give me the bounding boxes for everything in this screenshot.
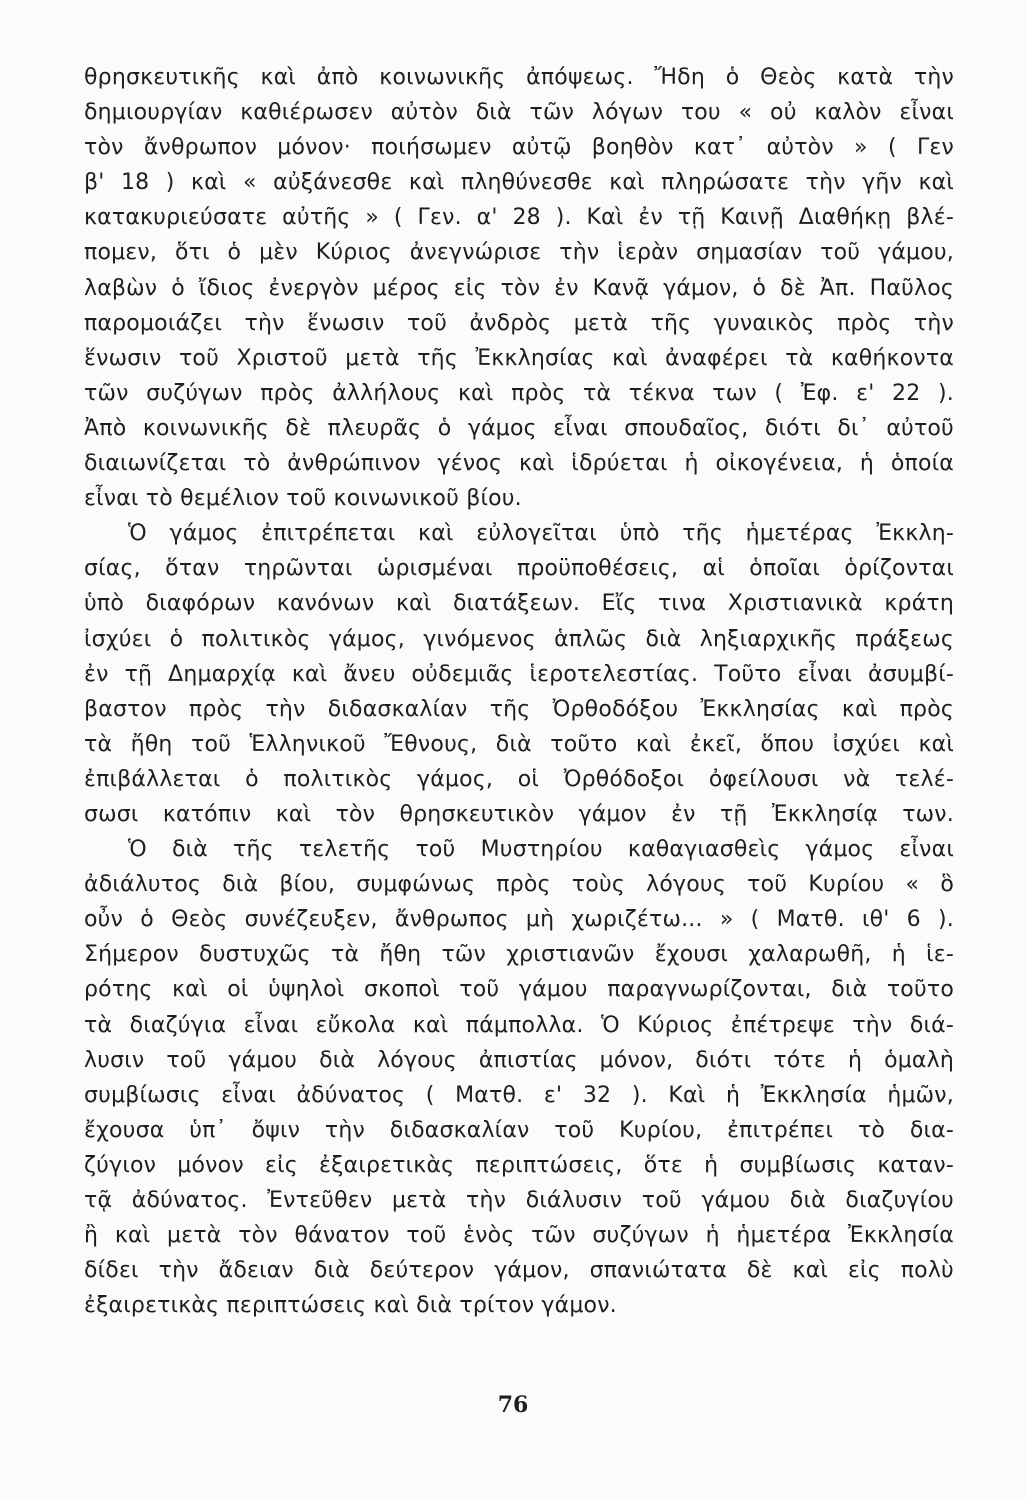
paragraph-3 [84,832,954,1323]
text-line: σωσι κατόπιν καὶ τὸν θρησκευτικὸν γάμον ἐν τῇ Ἐκκλησίᾳ των. [84,801,954,827]
text-line: διαιωνίζεται τὸ ἀνθρώπινον γένος καὶ ἱδρύεται ἡ οἰκογένεια, ἡ ὁποία [84,451,954,477]
text-line: σίας, ὅταν τηρῶνται ὡρισμέναι προϋποθέσεις, αἱ ὁποῖαι ὁρίζονται [84,556,954,582]
text-line: τὸν ἄνθρωπον μόνον· ποιήσωμεν αὐτῷ βοηθὸν κατ᾽ αὐτὸν » ( Γεν [84,135,954,161]
text-line: ἐπιβάλλεται ὁ πολιτικὸς γάμος, οἱ Ὀρθόδοξοι ὀφείλουσι νὰ τελέ- [84,766,954,792]
text-line: ρότης καὶ οἱ ὑψηλοὶ σκοποὶ τοῦ γάμου παραγνωρίζονται, διὰ τοῦτο [84,977,954,1003]
text-line: τᾷ ἀδύνατος. Ἐντεῦθεν μετὰ τὴν διάλυσιν τοῦ γάμου διὰ διαζυγίου [84,1188,954,1213]
text-line: ζύγιον μόνον εἰς ἐξαιρετικὰς περιπτώσεις, ὅτε ἡ συμβίωσις καταν- [84,1152,954,1178]
text-line: τὰ ἤθη τοῦ Ἑλληνικοῦ Ἔθνους, διὰ τοῦτο καὶ ἐκεῖ, ὅπου ἰσχύει καὶ [84,731,954,757]
text-line: β' 18 ) καὶ « αὐξάνεσθε καὶ πληθύνεσθε καὶ πληρώσατε τὴν γῆν καὶ [84,170,954,196]
text-line: παρομοιάζει τὴν ἕνωσιν τοῦ ἀνδρὸς μετὰ τῆς γυναικὸς πρὸς τὴν [84,310,954,336]
text-line: λαβὼν ὁ ἴδιος ἐνεργὸν μέρος εἰς τὸν ἐν Κανᾷ γάμον, ὁ δὲ Ἀπ. Παῦλος [84,275,954,301]
text-line: δημιουργίαν καθιέρωσεν αὐτὸν διὰ τῶν λόγων του « οὐ καλὸν εἶναι [84,100,954,126]
text-line: Ἀπὸ κοινωνικῆς δὲ πλευρᾶς ὁ γάμος εἶναι σπουδαῖος, διότι δι᾽ αὐτοῦ [84,415,954,441]
paragraph-1 [84,60,954,516]
text-line: ἰσχύει ὁ πολιτικὸς γάμος, γινόμενος ἁπλῶς διὰ ληξιαρχικῆς πράξεως [84,626,954,652]
page-number: 76 [497,1392,529,1418]
text-line: Σήμερον δυστυχῶς τὰ ἤθη τῶν χριστιανῶν ἔχουσι χαλαρωθῆ, ἡ ἱε- [84,942,954,968]
text-line: ἀδιάλυτος διὰ βίου, συμφώνως πρὸς τοὺς λόγους τοῦ Κυρίου « ὃ [84,872,954,898]
text-line: βαστον πρὸς τὴν διδασκαλίαν τῆς Ὀρθοδόξου Ἐκκλησίας καὶ πρὸς [84,696,954,722]
text-line: δίδει τὴν ἄδειαν διὰ δεύτερον γάμον, σπανιώτατα δὲ καὶ εἰς πολὺ [84,1258,954,1284]
text-line: πομεν, ὅτι ὁ μὲν Κύριος ἀνεγνώρισε τὴν ἱερὰν σημασίαν τοῦ γάμου, [84,240,954,266]
text-line: οὖν ὁ Θεὸς συνέζευξεν, ἄνθρωπος μὴ χωριζέτω... » ( Ματθ. ιθ' 6 ). [84,907,954,933]
text-line: ὑπὸ διαφόρων κανόνων καὶ διατάξεων. Εἴς τινα Χριστιανικὰ κράτη [84,591,954,617]
text-line: Ὁ διὰ τῆς τελετῆς τοῦ Μυστηρίου καθαγιασθεὶς γάμος εἶναι [128,837,954,863]
text-line: ἢ καὶ μετὰ τὸν θάνατον τοῦ ἑνὸς τῶν συζύγων ἡ ἡμετέρα Ἐκκλησία [84,1223,954,1249]
text-line: Ὁ γάμος ἐπιτρέπεται καὶ εὐλογεῖται ὑπὸ τῆς ἡμετέρας Ἐκκλη- [128,521,954,547]
text-line: ἔχουσα ὑπ᾽ ὄψιν τὴν διδασκαλίαν τοῦ Κυρίου, ἐπιτρέπει τὸ δια- [84,1117,954,1143]
text-line: κατακυριεύσατε αὐτῆς » ( Γεν. α' 28 ). Καὶ ἐν τῇ Καινῇ Διαθήκῃ βλέ- [84,205,954,231]
text-line: λυσιν τοῦ γάμου διὰ λόγους ἀπιστίας μόνον, διότι τότε ἡ ὁμαλὴ [84,1047,954,1073]
text-line: εἶναι τὸ θεμέλιον τοῦ κοινωνικοῦ βίου. [84,486,522,512]
text-line: θρησκευτικῆς καὶ ἀπὸ κοινωνικῆς ἀπόψεως. Ἤδη ὁ Θεὸς κατὰ τὴν [84,65,954,90]
text-line: συμβίωσις εἶναι ἀδύνατος ( Ματθ. ε' 32 ). Καὶ ἡ Ἐκκλησία ἡμῶν, [84,1082,954,1108]
text-line: τὰ διαζύγια εἶναι εὔκολα καὶ πάμπολλα. Ὁ Κύριος ἐπέτρεψε τὴν διά- [84,1012,954,1038]
paragraph-2 [84,516,954,832]
text-line: τῶν συζύγων πρὸς ἀλλήλους καὶ πρὸς τὰ τέκνα των ( Ἐφ. ε' 22 ). [84,380,954,406]
text-line: ἐξαιρετικὰς περιπτώσεις καὶ διὰ τρίτον γάμον. [84,1293,617,1319]
text-line: ἐν τῇ Δημαρχίᾳ καὶ ἄνευ οὐδεμιᾶς ἱεροτελεστίας. Τοῦτο εἶναι ἀσυμβί- [84,661,954,687]
text-line: ἕνωσιν τοῦ Χριστοῦ μετὰ τῆς Ἐκκλησίας καὶ ἀναφέρει τὰ καθήκοντα [84,345,954,371]
body-text [84,60,954,1323]
